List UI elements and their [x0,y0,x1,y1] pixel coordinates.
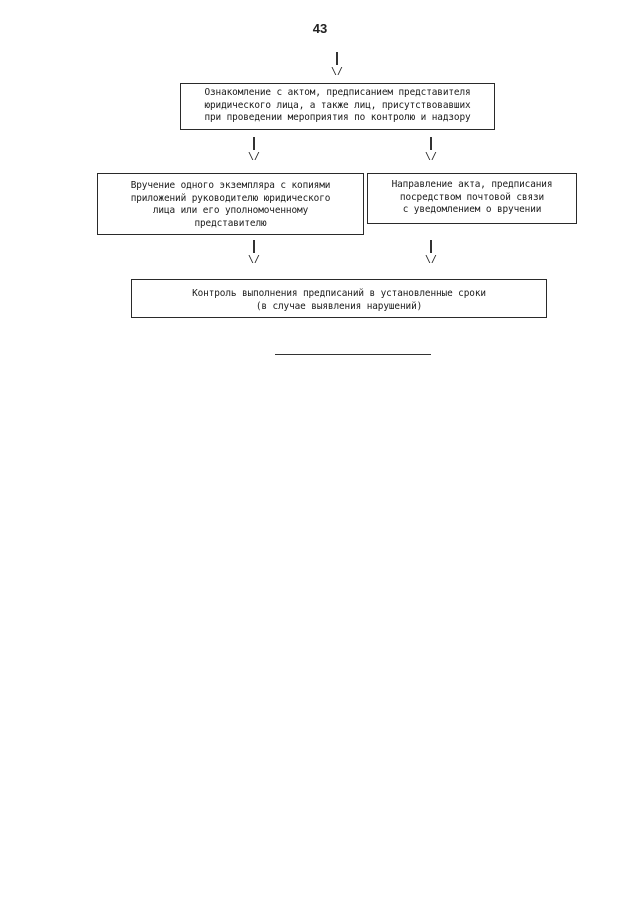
flow-step-hand-delivery-line-4: представителю [194,217,267,229]
flow-step-review-line-2: юридического лица, а также лиц, присутствовавших [204,99,471,111]
flow-step-review-line-1: Ознакомление с актом, предписанием представителя [204,87,471,98]
flow-step-control [131,279,547,318]
flow-step-control-line-1: Контроль выполнения предписаний в установленные сроки [192,288,486,299]
arrow-down-icon: \/ [244,240,264,265]
page-number: 43 [312,21,328,36]
flow-step-review-line-3: при проведении мероприятия по контролю и надзору [204,112,471,123]
flow-step-mail-delivery-line-1: Направление акта, предписания [391,179,553,190]
arrow-down-icon: \/ [327,52,347,77]
flow-step-hand-delivery [97,173,364,235]
footer-divider [275,354,431,355]
flow-step-mail-delivery [367,173,577,224]
flow-step-mail-delivery-line-3: с уведомлением о вручении [402,204,542,215]
arrow-down-icon: \/ [244,137,264,162]
flow-step-review [180,83,495,130]
flow-step-control-line-2: (в случае выявления нарушений) [255,300,423,312]
flow-step-hand-delivery-line-3: лица или его уполномоченному [152,205,309,216]
flow-step-hand-delivery-line-1: Вручение одного экземпляра с копиями [130,180,331,191]
flow-step-hand-delivery-line-2: приложений руководителю юридического [130,192,331,204]
flow-step-mail-delivery-line-2: посредством почтовой связи [399,191,545,203]
arrow-down-icon: \/ [421,137,441,162]
arrow-down-icon: \/ [421,240,441,265]
